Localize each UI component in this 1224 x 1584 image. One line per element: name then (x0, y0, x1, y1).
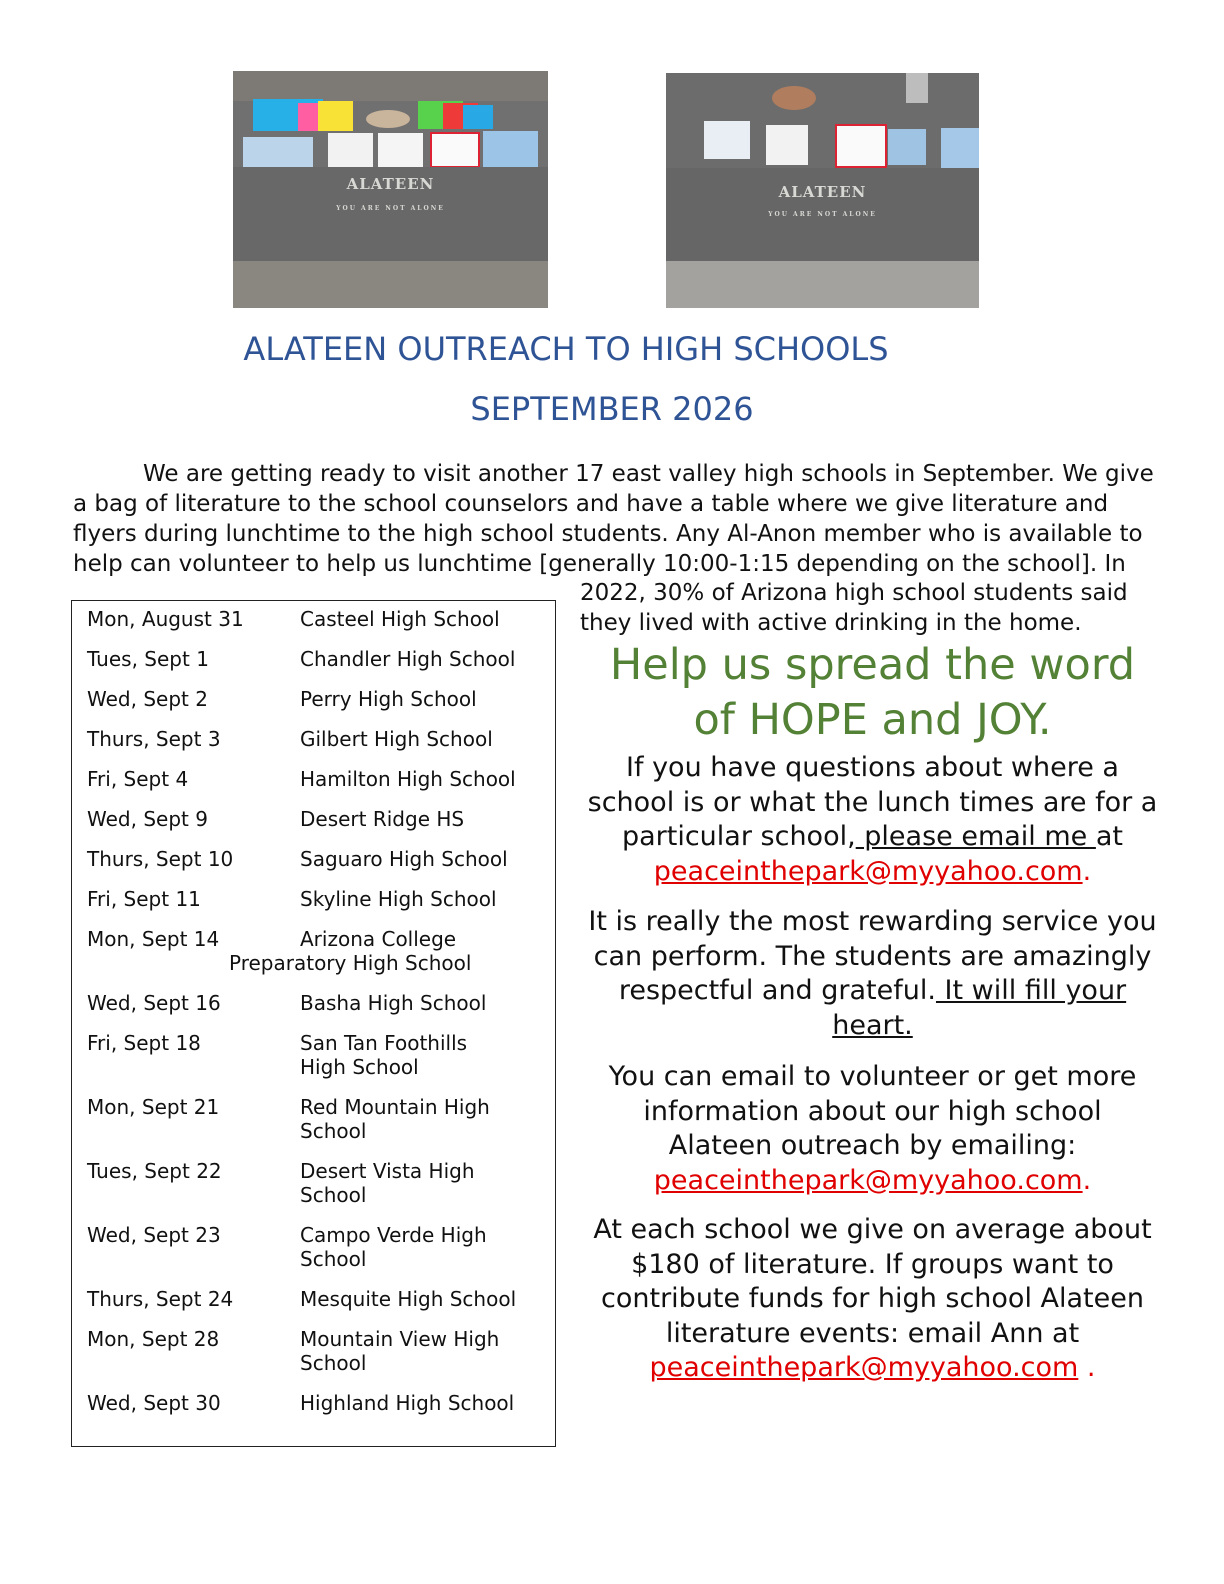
schedule-school: Desert Ridge HS (300, 807, 465, 831)
questions-paragraph (570, 751, 1175, 889)
period: . (1078, 1352, 1096, 1383)
schedule-school: Skyline High School (300, 887, 497, 911)
alateen-table-photo-right (666, 73, 979, 308)
schedule-school: Casteel High School (300, 607, 500, 631)
text-span: respectful and grateful. (618, 975, 936, 1006)
schedule-date: Mon, Sept 28 (87, 1327, 220, 1351)
intro-paragraph-continued (580, 578, 1128, 638)
schedule-school: Arizona College (300, 927, 457, 951)
spread-the-word-heading (570, 638, 1175, 748)
intro-paragraph (73, 459, 1198, 579)
schedule-date: Thurs, Sept 10 (87, 847, 234, 871)
heading-line: of HOPE and JOY. (693, 695, 1052, 745)
underlined-text: please email me (855, 821, 1096, 852)
schedule-school: Red Mountain High School (300, 1095, 490, 1143)
email-link[interactable]: peaceinthepark@myyahoo.com (653, 1164, 1083, 1196)
paragraph-line: Alateen outreach by emailing: (668, 1130, 1077, 1161)
text-span: at (1095, 821, 1124, 852)
paragraph-line: can perform. The students are amazingly (593, 940, 1152, 972)
email-link[interactable]: peaceinthepark@myyahoo.com (649, 1352, 1079, 1383)
schedule-school: San Tan Foothills High School (300, 1031, 468, 1079)
schedule-date: Thurs, Sept 3 (87, 727, 221, 751)
paragraph-line: $180 of literature. If groups want to (631, 1248, 1114, 1280)
paragraph-line (570, 855, 1175, 890)
schedule-date: Mon, Sept 21 (87, 1095, 220, 1119)
paragraph-line (570, 820, 1175, 855)
intro-line: We are getting ready to visit another 17 east valley high schools in September. We give (143, 461, 1154, 487)
schedule-date: Tues, Sept 22 (87, 1159, 222, 1183)
email-link[interactable]: peaceinthepark@myyahoo.com (653, 855, 1083, 887)
schedule-date: Tues, Sept 1 (87, 647, 209, 671)
schedule-school: Chandler High School (300, 647, 516, 671)
schedule-date: Fri, Sept 11 (87, 887, 201, 911)
paragraph-line (570, 1009, 1175, 1044)
underlined-text: It will fill your (935, 975, 1127, 1006)
schedule-school: Highland High School (300, 1391, 515, 1415)
period: . (1082, 855, 1092, 887)
schedule-school-continued: Preparatory High School (229, 951, 472, 975)
paragraph-line (570, 1351, 1175, 1386)
volunteer-paragraph (570, 1060, 1175, 1198)
paragraph-line: If you have questions about where a (626, 752, 1119, 783)
schedule-date: Fri, Sept 4 (87, 767, 189, 791)
schedule-school: Mountain View High School (300, 1327, 500, 1375)
intro-line: 2022, 30% of Arizona high school students said (580, 580, 1128, 606)
schedule-date: Wed, Sept 23 (87, 1223, 221, 1247)
page-title: ALATEEN OUTREACH TO HIGH SCHOOLS (243, 330, 889, 368)
paragraph-line: contribute funds for high school Alateen (601, 1283, 1144, 1314)
schedule-school: Saguaro High School (300, 847, 508, 871)
school-schedule-box (71, 600, 556, 1447)
cloth-tagline-text: YOU ARE NOT ALONE (768, 211, 877, 218)
schedule-date: Wed, Sept 2 (87, 687, 208, 711)
paragraph-line (570, 974, 1175, 1009)
schedule-school: Perry High School (300, 687, 477, 711)
rewarding-service-paragraph (570, 905, 1175, 1043)
cloth-logo-text: ALATEEN (346, 175, 435, 193)
cloth-tagline-text: YOU ARE NOT ALONE (336, 205, 445, 212)
intro-line: flyers during lunchtime to the high school students. Any Al-Anon member who is available to (73, 521, 1143, 547)
alateen-table-photo-left (233, 71, 548, 308)
heading-line: Help us spread the word (609, 640, 1136, 690)
intro-line: they lived with active drinking in the home. (580, 610, 1082, 636)
schedule-date: Mon, August 31 (87, 607, 244, 631)
schedule-date: Wed, Sept 30 (87, 1391, 221, 1415)
paragraph-line: literature events: email Ann at (665, 1317, 1080, 1349)
text-span: particular school, (621, 821, 856, 852)
schedule-school: Campo Verde High School (300, 1223, 487, 1271)
intro-line: a bag of literature to the school counselors and have a table where we give literature and (73, 491, 1109, 517)
paragraph-line: At each school we give on average about (593, 1214, 1152, 1245)
intro-line: help can volunteer to help us lunchtime [generally 10:00-1:15 depending on the school]. In (73, 551, 1126, 577)
paragraph-line: It is really the most rewarding service you (588, 906, 1157, 937)
paragraph-line: You can email to volunteer or get more (608, 1061, 1137, 1092)
schedule-school: Basha High School (300, 991, 487, 1015)
schedule-school: Gilbert High School (300, 727, 493, 751)
schedule-date: Wed, Sept 16 (87, 991, 221, 1015)
period: . (1082, 1164, 1092, 1196)
schedule-date: Thurs, Sept 24 (87, 1287, 234, 1311)
paragraph-line (570, 1164, 1175, 1199)
page-subtitle: SEPTEMBER 2026 (470, 390, 754, 428)
schedule-date: Mon, Sept 14 (87, 927, 220, 951)
funding-paragraph (570, 1213, 1175, 1386)
schedule-date: Fri, Sept 18 (87, 1031, 201, 1055)
paragraph-line: school is or what the lunch times are for a (587, 786, 1158, 818)
schedule-date: Wed, Sept 9 (87, 807, 208, 831)
schedule-school: Mesquite High School (300, 1287, 517, 1311)
cloth-logo-text: ALATEEN (778, 183, 867, 201)
schedule-school: Hamilton High School (300, 767, 516, 791)
paragraph-line: information about our high school (643, 1095, 1102, 1127)
schedule-school: Desert Vista High School (300, 1159, 475, 1207)
underlined-text: heart. (832, 1009, 913, 1041)
